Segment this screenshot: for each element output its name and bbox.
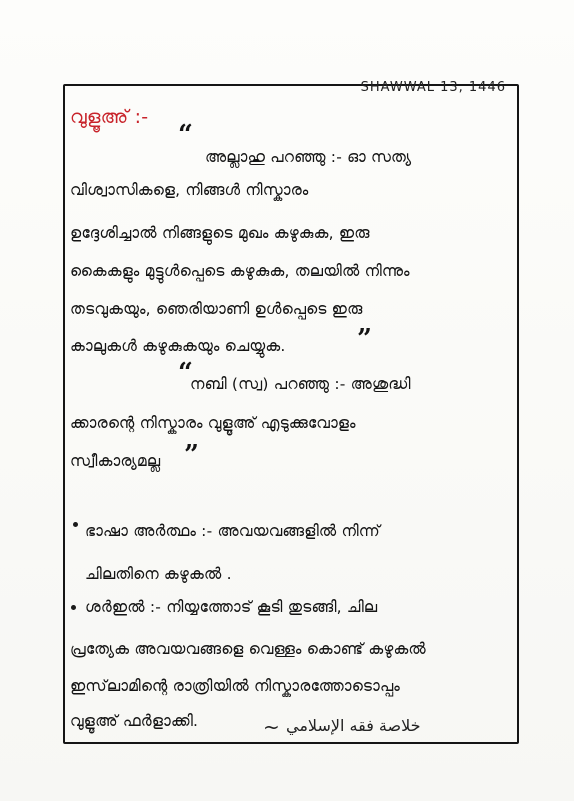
bullet-2 bbox=[71, 605, 76, 610]
definition-2-line-1: ശർഇൽ :- നിയ്യത്തോട് കൂടി തുടങ്ങി, ചില bbox=[85, 598, 378, 616]
source-reference: خلاصة فقه الإسلامي bbox=[286, 716, 421, 735]
hadith-line-1: നബി (സ്വ) പറഞ്ഞു :- അശുദ്ധി bbox=[190, 375, 411, 393]
opening-quote-1: “ bbox=[178, 120, 194, 150]
definition-1-line-2: ചിലതിനെ കഴുകൽ . bbox=[85, 565, 232, 583]
closing-quote-1: ” bbox=[357, 324, 373, 354]
verse-line-4: കൈകളും മുട്ടുൾപ്പെടെ കഴുകുക, തലയിൽ നിന്നും bbox=[70, 262, 410, 280]
definition-2-line-2: പ്രത്യേക അവയവങ്ങളെ വെള്ളം കൊണ്ട് കഴുകൽ bbox=[70, 640, 426, 658]
verse-line-6: കാലുകൾ കഴുകുകയും ചെയ്യുക. bbox=[70, 337, 286, 355]
verse-line-2: വിശ്വാസികളെ, നിങ്ങൾ നിസ്കാരം bbox=[70, 181, 309, 199]
date-label: SHAWWAL 13, 1446 bbox=[360, 80, 506, 95]
hadith-line-3: സ്വീകാര്യമല്ല bbox=[70, 452, 161, 470]
definition-1-line-1: ഭാഷാ അർത്ഥം :- അവയവങ്ങളിൽ നിന്ന് bbox=[85, 522, 380, 540]
verse-line-5: തടവുകയും, ഞെരിയാണി ഉൾപ്പെടെ ഇരു bbox=[70, 300, 363, 318]
definition-2-line-3: ഇസ്‌ലാമിന്റെ രാത്രിയിൽ നിസ്കാരത്തോടൊപ്പം bbox=[70, 677, 400, 695]
opening-quote-2: “ bbox=[178, 358, 194, 388]
hadith-line-2: ക്കാരന്റെ നിസ്കാരം വുളൂഅ് എടുക്കുവോളം bbox=[70, 414, 356, 432]
tilde-mark: ~ bbox=[263, 715, 280, 739]
section-heading: വുളൂഅ് :- bbox=[70, 106, 149, 128]
verse-line-3: ഉദ്ദേശിച്ചാൽ നിങ്ങളുടെ മുഖം കഴുകുക, ഇരു bbox=[70, 224, 370, 242]
bullet-1 bbox=[73, 522, 78, 527]
verse-line-1: അല്ലാഹു പറഞ്ഞു :- ഓ സത്യ bbox=[205, 148, 412, 166]
definition-2-line-4: വുളൂഅ് ഫർളാക്കി. bbox=[70, 712, 199, 730]
closing-quote-2: ” bbox=[184, 440, 200, 470]
